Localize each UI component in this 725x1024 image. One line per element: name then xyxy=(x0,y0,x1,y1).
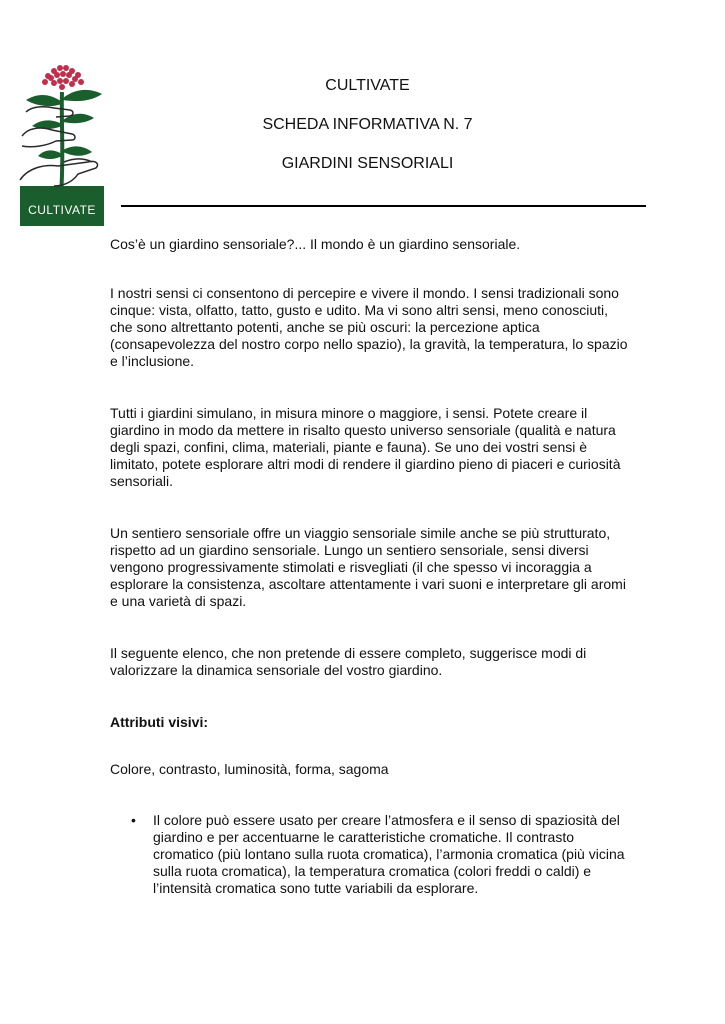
logo-hand-bottom xyxy=(20,161,98,186)
header-org-name: CULTIVATE xyxy=(325,77,410,94)
logo-leaf xyxy=(63,90,102,101)
logo-hand-middle xyxy=(22,128,75,147)
intro-paragraph: Cos’è un giardino sensoriale?... Il mondo è un giardino sensoriale. xyxy=(110,236,521,252)
list-item xyxy=(110,812,630,897)
visual-attributes-bullets xyxy=(110,812,630,897)
cultivate-logo xyxy=(18,62,106,228)
visual-attributes-heading: Attributi visivi: xyxy=(110,714,209,730)
sensory-path-paragraph: Un sentiero sensoriale offre un viaggio sensoriale simile anche se più strutturato, rispetto ad un giardino sensoriale. Lungo un sentiero sensoriale, sensi diversi vengono progressivamente stimolati e risvegliati (il che spesso vi incoraggia a esplorare la consistenza, ascoltare attentamente i vari suoni e interpretare gli aromi e una varietà di spazi. xyxy=(110,525,626,609)
visual-attributes-list: Colore, contrasto, luminosità, forma, sagoma xyxy=(110,761,389,777)
gardens-paragraph: Tutti i giardini simulano, in misura minore o maggiore, i sensi. Potete creare il giardino in modo da mettere in risalto questo universo sensoriale (qualità e natura degli spazi, confini, clima, materiali, piante e fauna). Se uno dei vostri sensi è limitato, potete esplorare altri modi di rendere il giardino pieno di piaceri e curiosità sensoriali. xyxy=(110,405,621,489)
logo-leaf xyxy=(26,95,62,106)
logo-hand-top xyxy=(26,107,73,117)
header-sheet-number: SCHEDA INFORMATIVA N. 7 xyxy=(262,116,473,133)
logo-berries xyxy=(42,65,84,90)
header-divider xyxy=(121,205,646,207)
bullet-text: Il colore può essere usato per creare l’atmosfera e il senso di spaziosità del giardino e per accentuarne le caratteristiche cromatiche. Il contrasto cromatico (più lontano sulla ruota cromatica), l’armonia cromatica (più vicina sulla ruota cromatica), la temperatura cromatica (colori freddi o caldi) e l’intensità cromatica sono tutte variabili da esplorare. xyxy=(153,812,625,896)
cultivate-logo-graphic xyxy=(18,62,106,228)
logo-leaf xyxy=(38,150,62,159)
header-document-title: GIARDINI SENSORIALI xyxy=(281,155,454,172)
bullet-icon: • xyxy=(131,812,136,828)
logo-stem xyxy=(61,92,62,194)
senses-paragraph: I nostri sensi ci consentono di percepire e vivere il mondo. I sensi tradizionali sono cinque: vista, olfatto, tatto, gusto e udito. Ma vi sono altri sensi, meno conosciuti, che sono altrettanto potenti, anche se più oscuri: la percezione aptica (consapevolezza del nostro corpo nello spazio), la gravità, la temperatura, lo spazio e l’inclusione. xyxy=(110,285,628,369)
document-header xyxy=(120,76,615,193)
logo-leaf xyxy=(63,146,92,155)
logo-leaf xyxy=(63,114,94,123)
document-body xyxy=(110,236,630,897)
logo-text: CULTIVATE xyxy=(28,203,96,217)
list-intro-paragraph: Il seguente elenco, che non pretende di essere completo, suggerisce modi di valorizzare la dinamica sensoriale del vostro giardino. xyxy=(110,645,587,678)
